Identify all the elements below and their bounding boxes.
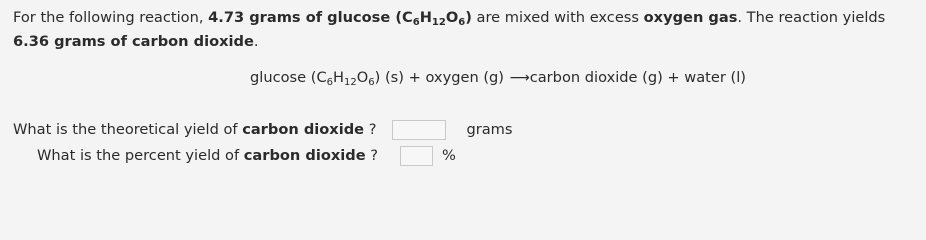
equation-sub-o: 6 (368, 77, 375, 88)
theoretical-yield-unit: grams (466, 121, 513, 138)
equation-sub-h: 12 (344, 77, 357, 88)
formula-h: H (419, 9, 432, 26)
problem-text-4: . (253, 33, 259, 50)
percent-yield-question (37, 145, 456, 167)
percent-yield-input[interactable] (400, 146, 433, 166)
equation-reactant: glucose (C (250, 69, 327, 86)
question-1-subject: carbon dioxide (242, 121, 365, 138)
theoretical-yield-question (13, 119, 512, 141)
glucose-formula (390, 9, 472, 26)
glucose-mass: 4.73 grams of glucose (208, 9, 391, 26)
equation-h: H (333, 69, 345, 86)
reaction-equation (0, 66, 926, 90)
reaction-arrow-icon: ⟶ (509, 70, 529, 86)
problem-text-1: For the following reaction, (13, 9, 209, 26)
equation-products: carbon dioxide (g) + water (l) (529, 69, 746, 86)
question-1-suffix: ? (364, 121, 377, 138)
percent-yield-unit: % (442, 147, 456, 164)
question-2-suffix: ? (365, 147, 379, 164)
formula-open: (C (390, 9, 413, 26)
theoretical-yield-input[interactable] (392, 120, 446, 140)
problem-text-3: . The reaction yields (737, 9, 886, 26)
oxygen-gas: oxygen gas (643, 9, 738, 26)
co2-mass: 6.36 grams of carbon dioxide (13, 33, 254, 50)
equation-reactant-end: ) (s) + oxygen (g) (374, 69, 509, 86)
problem-text-2: are mixed with excess (471, 9, 644, 26)
question-1-prefix: What is the theoretical yield of (13, 121, 243, 138)
formula-o: O (445, 9, 459, 26)
equation-o: O (356, 69, 369, 86)
equation-sub-c: 6 (326, 77, 334, 88)
problem-statement (13, 6, 918, 54)
question-2-subject: carbon dioxide (243, 147, 366, 164)
formula-close: ) (465, 9, 472, 26)
question-2-prefix: What is the percent yield of (37, 147, 244, 164)
formula-sub-o: 6 (458, 17, 466, 28)
formula-sub-c: 6 (412, 17, 420, 28)
formula-sub-h: 12 (431, 17, 446, 28)
